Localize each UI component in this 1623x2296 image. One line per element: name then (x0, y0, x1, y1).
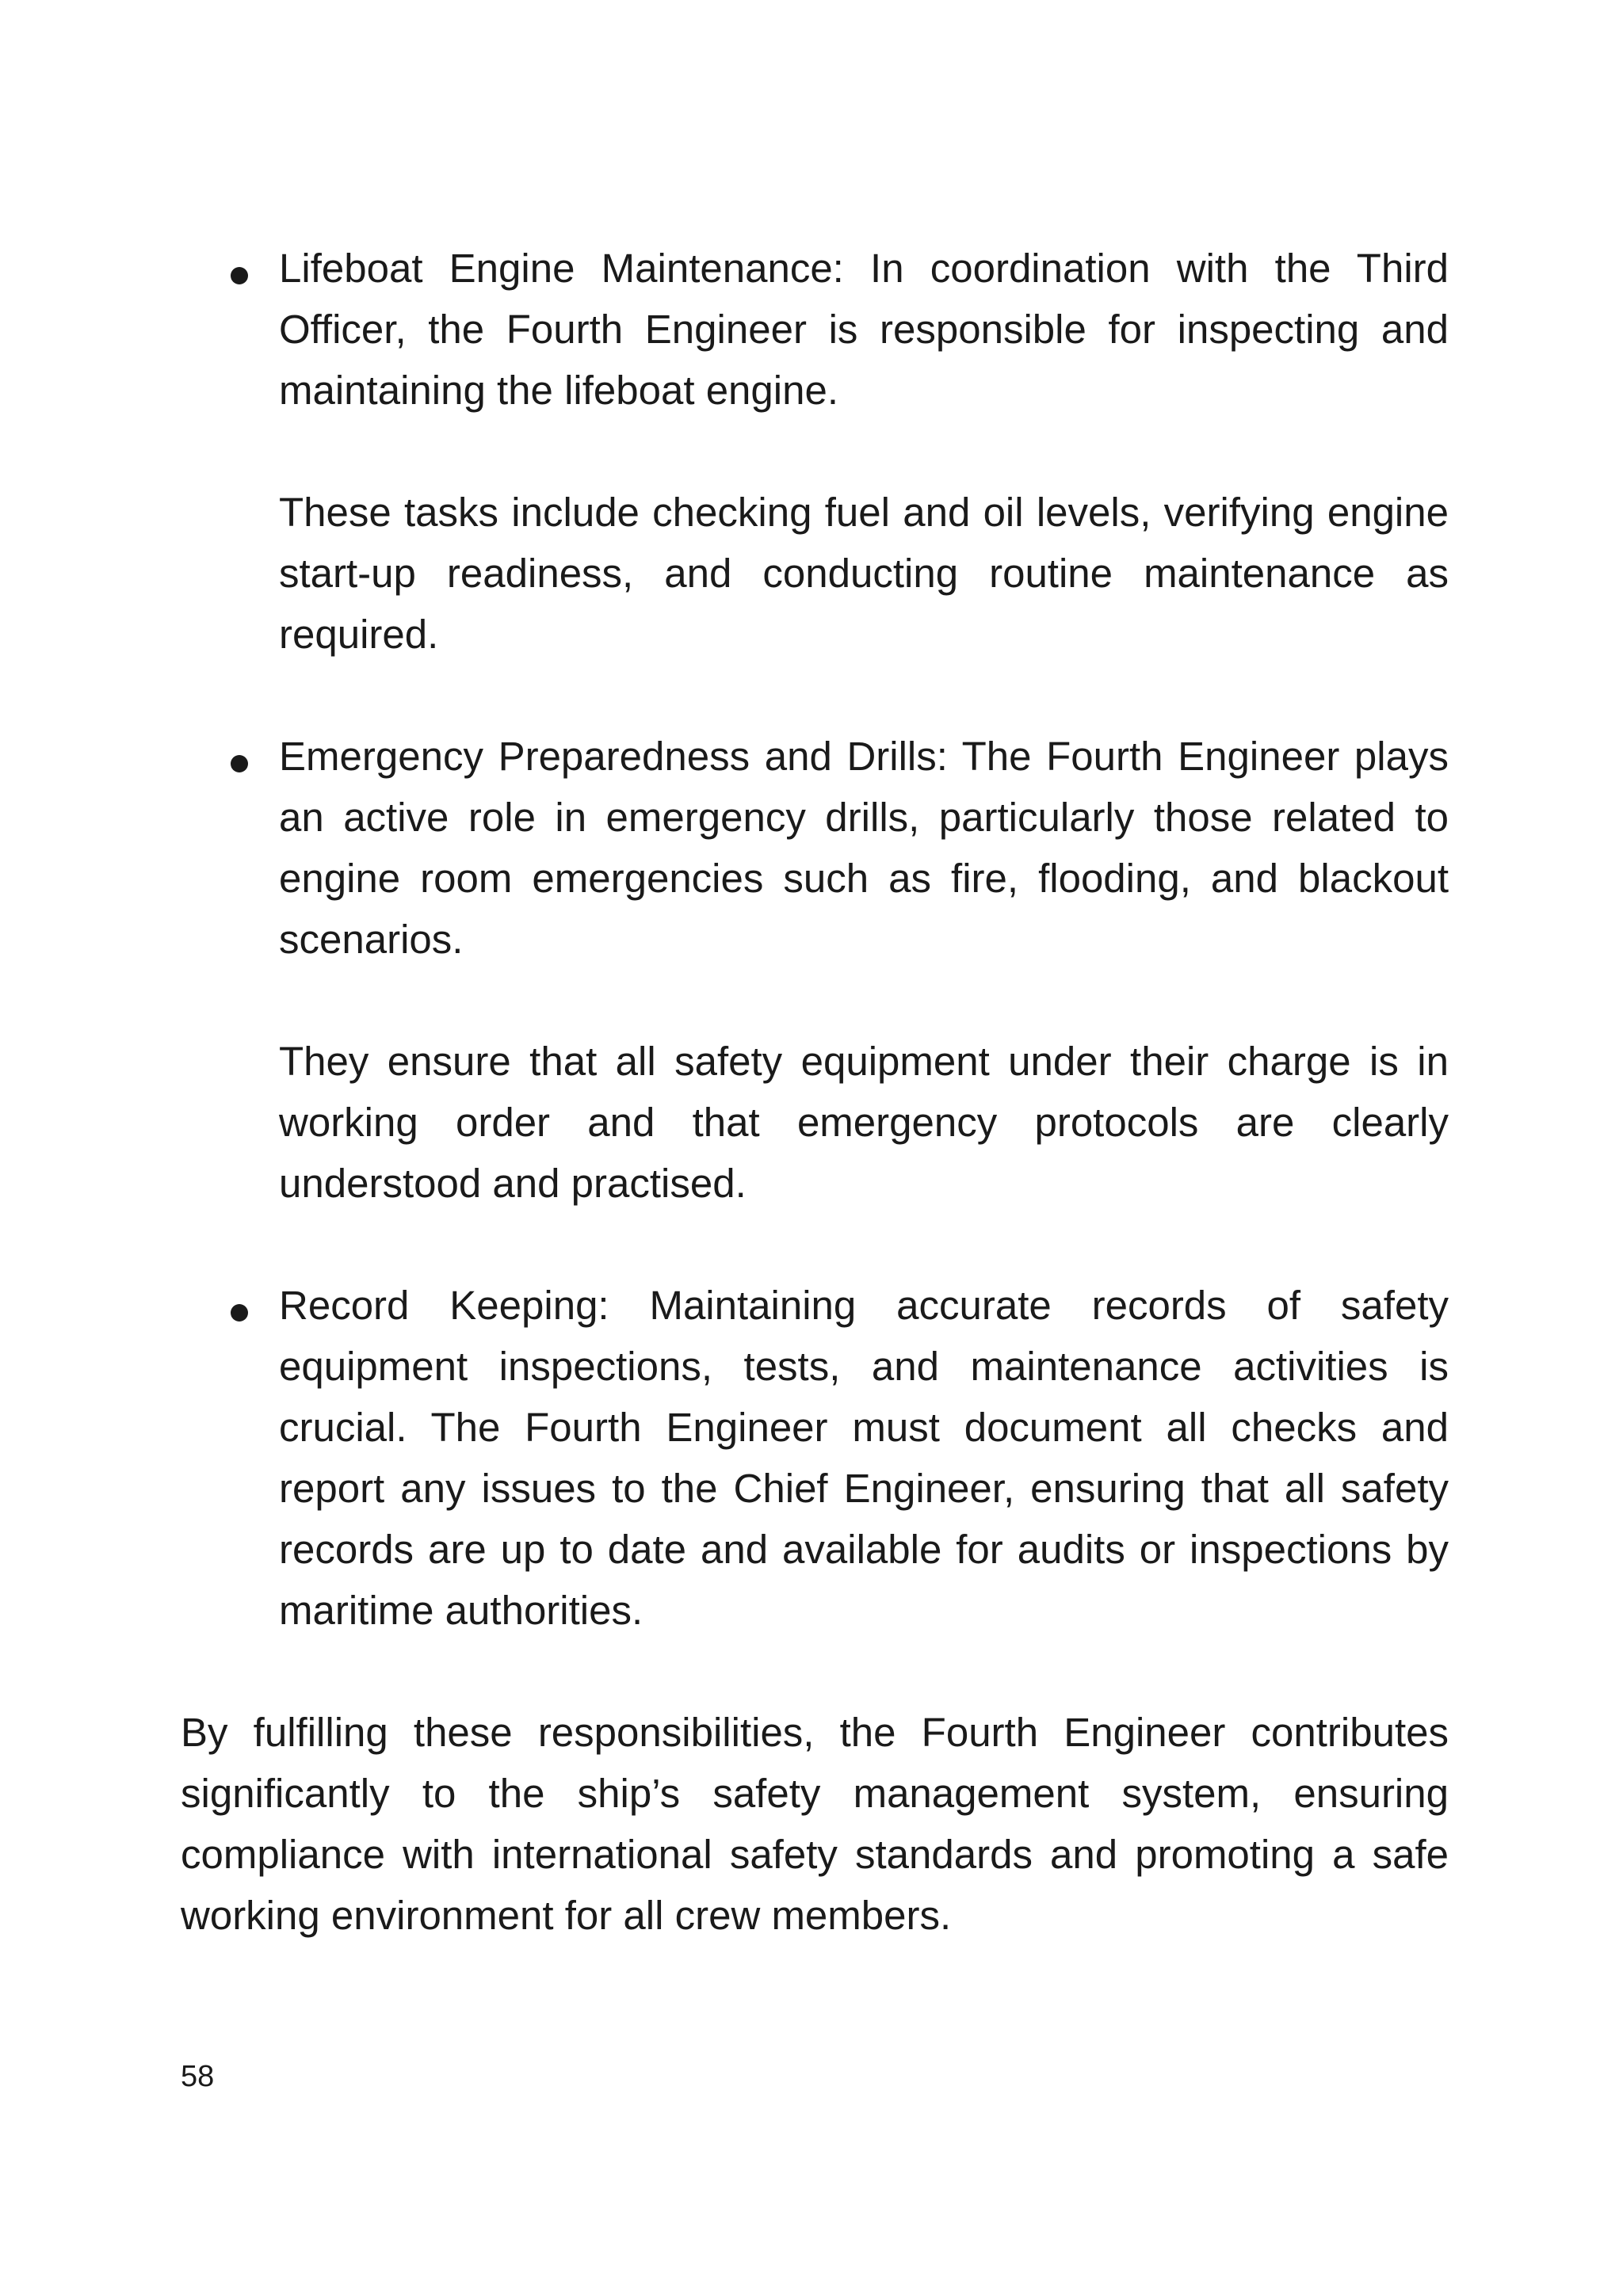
list-item-paragraph: They ensure that all safety equipment under their charge is in working order and that emergency protocols are clearly understood and practised. (279, 1039, 1449, 1206)
bullet-icon (231, 1304, 248, 1322)
list-item-lifeboat-engine (181, 238, 1449, 726)
bullet-icon (231, 267, 248, 284)
closing-paragraph: By fulfilling these responsibilities, the Fourth Engineer contributes significantly to the ship’s safety management system, ensuring compliance with international safety standards and promoting a safe working environment for all crew members. (181, 1710, 1449, 1938)
page-content (181, 238, 1449, 1946)
list-item-paragraph: These tasks include checking fuel and oil levels, verifying engine start-up readiness, and conducting routine maintenance as required. (279, 490, 1449, 657)
list-item-paragraph: Emergency Preparedness and Drills: The Fourth Engineer plays an active role in emergency drills, particularly those related to engine room emergencies such as fire, flooding, and blackout scenarios. (279, 734, 1449, 962)
list-item-record-keeping (181, 1275, 1449, 1641)
responsibilities-list (181, 238, 1449, 1641)
list-item-paragraph: Lifeboat Engine Maintenance: In coordination with the Third Officer, the Fourth Engineer is responsible for inspecting and maintaining the lifeboat engine. (279, 246, 1449, 413)
page-number: 58 (181, 2060, 215, 2093)
list-item-paragraph: Record Keeping: Maintaining accurate records of safety equipment inspections, tests, and maintenance activities is crucial. The Fourth Engineer must document all checks and report any issues to the Chief Engineer, ensuring that all safety records are up to date and available for audits or inspections by maritime authorities. (279, 1283, 1449, 1633)
list-item-emergency-drills (181, 726, 1449, 1275)
bullet-icon (231, 755, 248, 772)
